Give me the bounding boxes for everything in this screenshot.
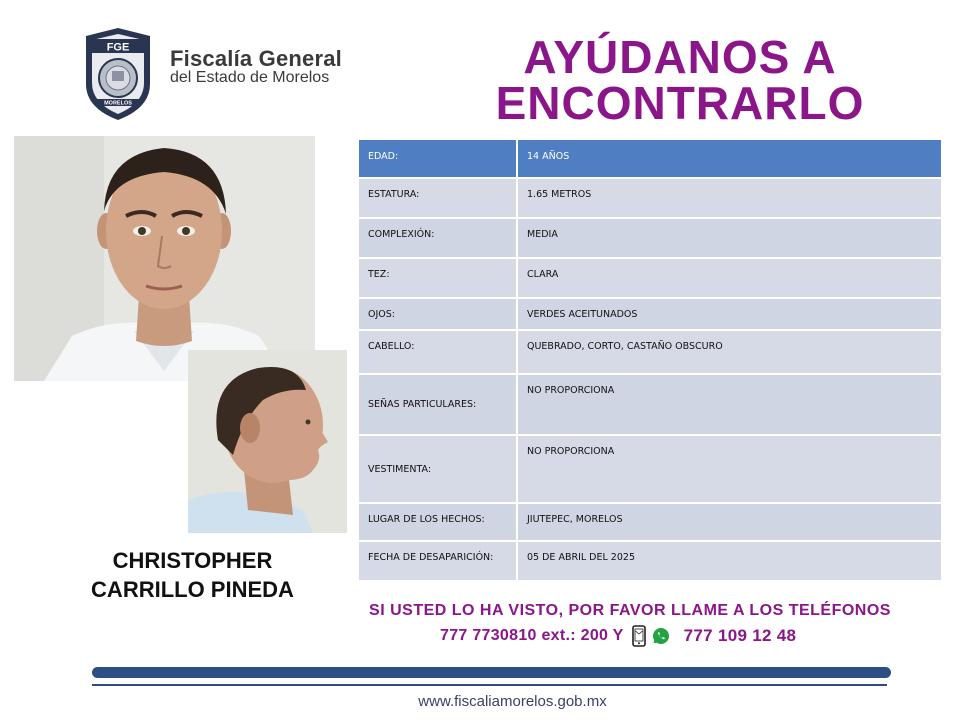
table-row: [359, 140, 941, 178]
phone-line: [440, 625, 796, 647]
missing-person-name: [60, 546, 325, 604]
detail-label: TEZ:: [359, 258, 517, 298]
phone-number-office[interactable]: 777 7730810 ext.: 200 Y: [440, 627, 624, 644]
detail-label: ESTATURA:: [359, 178, 517, 218]
table-row: [359, 218, 941, 258]
detail-label: VESTIMENTA:: [359, 435, 517, 503]
headline: [470, 31, 890, 129]
detail-label: CABELLO:: [359, 330, 517, 374]
detail-value: NO PROPORCIONA: [517, 374, 941, 435]
table-row: [359, 178, 941, 218]
footer-bar: [92, 667, 891, 678]
phone-number-whatsapp[interactable]: 777 109 12 48: [683, 626, 797, 645]
name-line2: CARRILLO PINEDA: [91, 577, 294, 602]
detail-value: MEDIA: [517, 218, 941, 258]
call-to-action: SI USTED LO HA VISTO, POR FAVOR LLAME A LOS TELÉFONOS: [369, 602, 891, 619]
table-row: [359, 298, 941, 330]
fge-logo-badge: [80, 26, 156, 122]
detail-label: COMPLEXIÓN:: [359, 218, 517, 258]
detail-value: 14 AÑOS: [517, 140, 941, 178]
footer-divider: [92, 684, 887, 686]
table-row: [359, 374, 941, 435]
detail-value: 05 DE ABRIL DEL 2025: [517, 541, 941, 581]
details-table: [359, 140, 941, 582]
detail-value: VERDES ACEITUNADOS: [517, 298, 941, 330]
org-name: Fiscalía General: [170, 46, 342, 71]
detail-value: 1.65 METROS: [517, 178, 941, 218]
svg-text:FGE: FGE: [106, 41, 130, 54]
svg-text:MORELOS: MORELOS: [104, 100, 132, 107]
detail-value: JIUTEPEC, MORELOS: [517, 503, 941, 541]
mobile-phone-icon: [632, 625, 646, 647]
detail-label: OJOS:: [359, 298, 517, 330]
detail-label: SEÑAS PARTICULARES:: [359, 374, 517, 435]
profile-photo: [188, 350, 347, 533]
detail-value: CLARA: [517, 258, 941, 298]
detail-label: FECHA DE DESAPARICIÓN:: [359, 541, 517, 581]
website-link[interactable]: www.fiscaliamorelos.gob.mx: [418, 693, 607, 710]
whatsapp-icon: [652, 627, 670, 645]
detail-value: QUEBRADO, CORTO, CASTAÑO OBSCURO: [517, 330, 941, 374]
name-line1: CHRISTOPHER: [112, 548, 273, 573]
org-subtitle: del Estado de Morelos: [170, 69, 330, 86]
table-row: [359, 330, 941, 374]
table-row: [359, 435, 941, 503]
headline-line2: ENCONTRARLO: [495, 77, 865, 129]
table-row: [359, 503, 941, 541]
table-row: [359, 258, 941, 298]
front-photo: [14, 136, 315, 381]
detail-value: NO PROPORCIONA: [517, 435, 941, 503]
table-row: [359, 541, 941, 581]
headline-line1: AYÚDANOS A: [523, 31, 837, 83]
detail-label: EDAD:: [359, 140, 517, 178]
detail-label: LUGAR DE LOS HECHOS:: [359, 503, 517, 541]
